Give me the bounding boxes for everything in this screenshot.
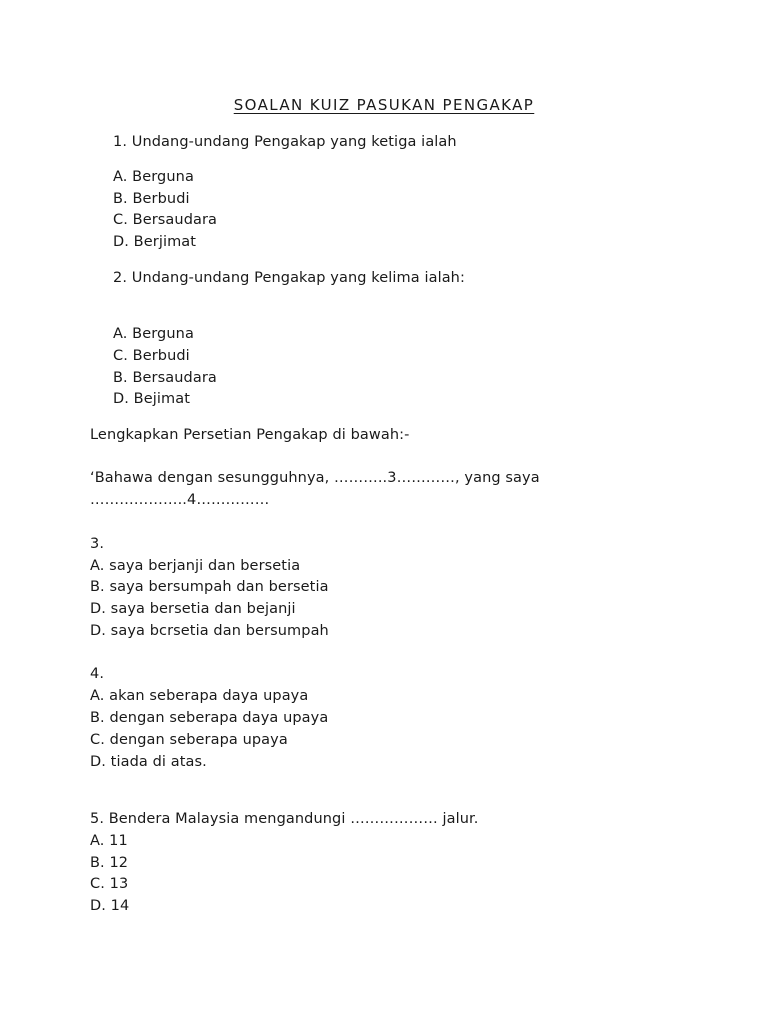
question-3-number: 3. (90, 536, 105, 552)
q5-option: B. 12 (90, 855, 129, 871)
q1-option: D. Berjimat (113, 234, 197, 250)
q5-option: C. 13 (90, 876, 129, 892)
q3-option: D. saya bersetia dan bejanji (90, 601, 296, 617)
page-title (0, 94, 768, 116)
question-5: 5. Bendera Malaysia mengandungi ……………… jalur. (90, 811, 479, 827)
question-1: 1. Undang-undang Pengakap yang ketiga ialah (113, 134, 457, 150)
q2-option: D. Bejimat (113, 391, 191, 407)
q4-option: A. akan seberapa daya upaya (90, 688, 309, 704)
q3-option: B. saya bersumpah dan bersetia (90, 579, 329, 595)
q4-option: D. tiada di atas. (90, 754, 207, 770)
q2-option: C. Berbudi (113, 348, 190, 364)
page-title-text: SOALAN KUIZ PASUKAN PENGAKAP (233, 96, 535, 114)
q1-option: B. Berbudi (113, 191, 190, 207)
q2-option: A. Berguna (113, 326, 194, 342)
q5-option: A. 11 (90, 833, 128, 849)
q2-option: B. Bersaudara (113, 370, 217, 386)
q4-option: B. dengan seberapa daya upaya (90, 710, 329, 726)
q1-option: A. Berguna (113, 169, 194, 185)
q1-option: C. Bersaudara (113, 212, 218, 228)
question-2: 2. Undang-undang Pengakap yang kelima ialah: (113, 270, 465, 286)
passage-line-2: ………………..4…………… (90, 492, 270, 508)
q5-option: D. 14 (90, 898, 130, 914)
q3-option: D. saya bcrsetia dan bersumpah (90, 623, 329, 639)
q3-option: A. saya berjanji dan bersetia (90, 558, 301, 574)
passage-line-1: ‘Bahawa dengan sesungguhnya, ………..3…………, yang saya (90, 470, 540, 486)
q4-option: C. dengan seberapa upaya (90, 732, 288, 748)
instruction-text: Lengkapkan Persetian Pengakap di bawah:- (90, 427, 410, 443)
question-4-number: 4. (90, 666, 105, 682)
